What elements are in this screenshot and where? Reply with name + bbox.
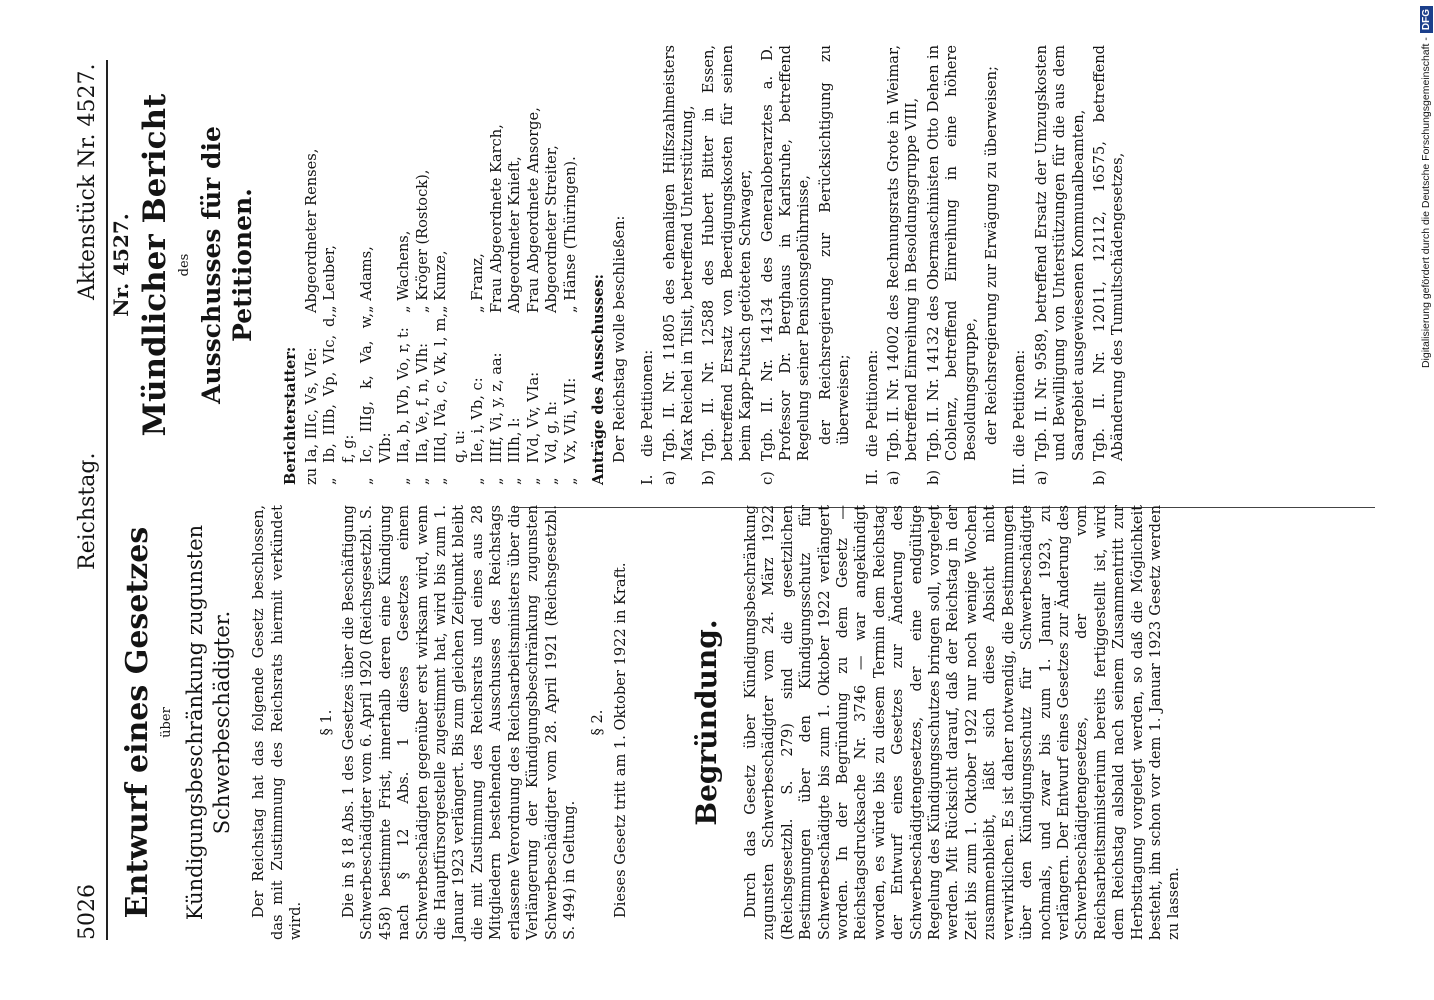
rapporteur-name: „ Adams, <box>358 246 376 313</box>
rapporteur-row <box>543 45 562 485</box>
rapporteur-refs: IIIf, Vi, y, z, aa: <box>487 352 505 463</box>
rapporteur-row <box>432 45 469 485</box>
rapporteur-refs: IIe, i, Vb, c: <box>469 377 487 463</box>
dfg-logo: DFG <box>1420 6 1433 33</box>
page-header <box>66 60 108 940</box>
petition-item <box>759 45 814 485</box>
petition-text: Tgb. II. Nr. 11805 des ehemaligen Hilfszahlmeisters Max Reichel in Tilsit, betreffend Unterstützung, <box>660 45 696 461</box>
petition-sections <box>639 45 1128 485</box>
rapporteur-refs: IIa, b, IVb, Vo, r, t: <box>395 327 413 463</box>
justification-title: Begründung. <box>690 619 723 826</box>
report-title: Mündlicher Bericht <box>137 93 173 437</box>
report-number: Nr. 4527. <box>109 213 133 317</box>
rapporteur-prefix: „ <box>432 477 450 485</box>
justification-text: Durch das Gesetz über Kündigungsbeschränkung zugunsten Schwerbeschädigter vom 24. März 1922 (Reichsgesetzbl. S. 279) sind die gesetzlichen Bestimmungen über den Kündigungsschutz für Schwerbeschädigte bis zum 1. Oktober 1922 verlängert worden. In der Begründung zu dem Gesetz — Reichstagsdrucksache Nr. 3746 — war angekündigt worden, es würde bis zu diesem Termin dem Reichstag der Entwurf eines Gesetzes zur Änderung des Schwerbeschädigtengesetzes, der eine endgültige Regelung des Kündigungsschutzes bringen soll, vorgelegt werden. Mit Rücksicht darauf, daß der Reichstag in der Zeit bis zum 1. Oktober 1922 nur noch wenige Wochen zusammenbleibt, läßt sich diese Absicht nicht verwirklichen. Es ist daher notwendig, die Bestimmungen über den Kündigungsschutz für Schwerbeschädigte nochmals, und zwar bis zum 1. Januar 1923, zu verlängern. Der Entwurf eines Gesetzes zur Änderung des Schwerbeschädigtengesetzes, der vom Reichsarbeitsministerium bereits fertiggestellt ist, wird dem Reichstag alsbald nach seinem Zusammentritt zur Herbsttagung vorgelegt werden, so daß die Möglichkeit besteht, ihn schon vor dem 1. Januar 1923 Gesetz werden zu lassen. <box>742 505 1183 940</box>
rapporteur-name: „ Franz, <box>469 253 487 313</box>
rapporteur-refs: Vd, g, h: <box>543 400 561 463</box>
rapporteur-refs: Ia, IIIc, Vs, VIe: <box>302 347 320 463</box>
rapporteur-refs: IIId, IVa, c, Vk, l, m, q, u: <box>432 313 468 463</box>
rapporteur-name: „ Leuber, <box>321 245 339 313</box>
digitization-note <box>1418 6 1434 991</box>
rapporteur-prefix: „ <box>506 477 524 485</box>
rapporteur-name: Frau Abgeordnete Ansorge, <box>524 107 542 313</box>
report-column <box>108 45 1128 485</box>
section-disposition: der Reichsregierung zur Erwägung zu überweisen; <box>983 66 1001 445</box>
bill-subtitle: Kündigungsbeschränkung zugunsten Schwerbeschädigter. <box>183 524 235 921</box>
petition-letter: c) <box>758 471 776 485</box>
rapporteur-refs: IIIh, l: <box>506 417 524 463</box>
rapporteur-name: „ Wachens, <box>395 230 413 313</box>
petition-text: Tgb. II. Nr. 14132 des Obermaschinisten Otto Dehen in Coblenz, betreffend Einreihung in eine höhere Besoldungsgruppe, <box>924 45 979 461</box>
rapporteur-name: Abgeordneter Streiter, <box>543 145 561 313</box>
rapporteur-prefix: „ <box>413 477 431 485</box>
rapporteur-prefix: „ <box>543 477 561 485</box>
petition-letter: a) <box>885 470 902 485</box>
motions-intro: Der Reichstag wolle beschließen: <box>610 215 628 463</box>
petition-text: Tgb. II. Nr. 12588 des Hubert Bitter in Essen, betreffend Ersatz von Beerdigungskosten für seinen beim Kapp-Putsch getöteten Schwager, <box>700 45 755 461</box>
rapporteur-row <box>488 45 507 485</box>
petition-text: Tgb. II. Nr. 14134 des Generaloberarztes a. D. Professor Dr. Berghaus in Karlsruhe, betreffend Regelung seiner Pensionsgebührnisse, <box>758 45 813 461</box>
petition-section <box>864 45 1002 485</box>
chamber-label: Reichstag. <box>75 452 100 570</box>
petition-letter: b) <box>924 469 942 485</box>
rapporteur-prefix: „ <box>469 477 487 485</box>
section-heading: die Petitionen: <box>639 349 657 457</box>
rapporteur-row <box>469 45 488 485</box>
rapporteur-row <box>506 45 525 485</box>
petition-item <box>885 45 922 485</box>
rapporteur-row <box>358 45 395 485</box>
rapporteur-row <box>414 45 433 485</box>
rapporteur-name: „ Kunze, <box>432 250 450 313</box>
rapporteur-name: Abgeordneter Knieſt, <box>506 156 524 313</box>
rapporteur-row <box>321 45 358 485</box>
section-label: I. <box>639 474 657 485</box>
petition-text: Tgb. II. Nr. 14002 des Rechnungsrats Grote in Weimar, betreffend Einreihung in Besoldungsgruppe VIII, <box>885 45 921 461</box>
section-label: III. <box>1011 463 1029 485</box>
rapporteur-prefix: „ <box>561 477 579 485</box>
petition-section <box>1011 45 1127 485</box>
rapporteur-prefix: „ <box>395 477 413 485</box>
rapporteur-list <box>303 45 581 485</box>
petition-item <box>925 45 980 485</box>
rapporteur-name: „ Hänse (Thüringen). <box>561 156 579 313</box>
bill-title: Entwurf eines Gesetzes <box>120 526 155 919</box>
page-number: 5026 <box>75 884 100 940</box>
petition-item <box>1033 45 1088 485</box>
petition-letter: a) <box>660 470 678 485</box>
rapporteur-refs: IVd, Vv, VIa: <box>524 371 542 463</box>
section-disposition: der Reichsregierung zur Berücksichtigung zu überweisen; <box>816 45 853 445</box>
rapporteur-refs: Ib, IIIb, Vp, VIc, d, f, g: <box>321 313 357 463</box>
rapporteur-prefix: „ <box>358 477 376 485</box>
justification-section <box>690 505 1184 940</box>
section-2-heading: § 2. <box>589 709 607 736</box>
rapporteur-refs: Vx, VIi, VII: <box>561 377 579 463</box>
rapporteur-prefix: „ <box>524 477 542 485</box>
report-subtitle: Ausschusses für die Petitionen. <box>197 126 258 404</box>
rapporteur-refs: Ic, IIIg, k, Va, w, VIb: <box>358 313 394 463</box>
document-number: Aktenstück Nr. 4527. <box>75 63 100 300</box>
petition-section <box>639 45 853 485</box>
rapporteur-prefix: zu <box>302 467 320 485</box>
rapporteur-row <box>525 45 544 485</box>
rapporteurs-heading: Berichterstatter: <box>282 346 300 485</box>
section-2-text: Dieses Gesetz tritt am 1. Oktober 1922 in Kraft. <box>611 562 629 918</box>
petition-letter: b) <box>1091 469 1109 485</box>
petition-letter: b) <box>700 469 718 485</box>
rapporteur-name: „ Kröger (Rostock), <box>413 169 431 313</box>
petition-letter: a) <box>1032 470 1050 485</box>
section-label: II. <box>863 468 881 485</box>
digitization-note-text: Digitalisierung gefördert durch die Deutsche Forschungsgemeinschaft - <box>1420 37 1432 369</box>
motions-heading: Anträge des Ausschusses: <box>590 274 608 485</box>
bill-column <box>120 505 630 940</box>
rapporteur-prefix: „ <box>321 477 339 485</box>
rapporteur-row <box>395 45 414 485</box>
petition-text: Tgb. II. Nr. 9589, betreffend Ersatz der Umzugskosten und Bewilligung von Unterstützungen für die aus dem Saargebiet ausgewiesenen Kommunalbeamten, <box>1032 45 1087 461</box>
rapporteur-name: Frau Abgeordnete Karch, <box>487 124 505 313</box>
bill-title-ueber: über <box>159 707 174 738</box>
petition-text: Tgb. II. Nr. 12011, 12112, 16575, betreffend Abänderung des Tumultschädengesetzes, <box>1091 45 1127 461</box>
section-heading: die Petitionen: <box>863 349 881 457</box>
petition-item <box>700 45 755 485</box>
rapporteur-prefix: „ <box>487 477 505 485</box>
rapporteur-name: Abgeordneter Renses, <box>302 148 320 313</box>
report-des: des <box>177 253 192 277</box>
rapporteur-row <box>303 45 322 485</box>
section-1-heading: § 1. <box>317 709 335 736</box>
petition-item <box>1091 45 1128 485</box>
section-1-text: Die in § 18 Abs. 1 des Gesetzes über die Beschäftigung Schwerbeschädigter vom 6. April 1920 (Reichsgesetzbl. S. 458) bestimmte Frist, innerhalb deren eine Kündigung nach § 12 Abs. 1 dieses Gesetzes einem Schwerbeschädigten gegenüber erst wirksam wird, wenn die Hauptfürsorgestelle zugestimmt hat, wird bis zum 1. Januar 1923 verlängert. Bis zum gleichen Zeitpunkt bleibt die mit Zustimmung des Reichsrats und eines aus 28 Mitgliedern bestehenden Ausschusses des Reichstags erlassene Verordnung des Reichsarbeitsministers über die Verlängerung der Kündigungsbeschränkung zugunsten Schwerbeschädigter vom 28. April 1921 (Reichsgesetzbl. S. 494) in Geltung. <box>340 505 578 940</box>
rapporteur-row <box>562 45 581 485</box>
petition-item <box>661 45 698 485</box>
rapporteur-refs: IIa, Ve, f, n, VIh: <box>413 342 431 463</box>
section-heading: die Petitionen: <box>1011 349 1029 457</box>
bill-intro: Der Reichstag hat das folgende Gesetz beschlossen, das mit Zustimmung des Reichsrats hiermit verkündet wird. <box>250 505 305 940</box>
